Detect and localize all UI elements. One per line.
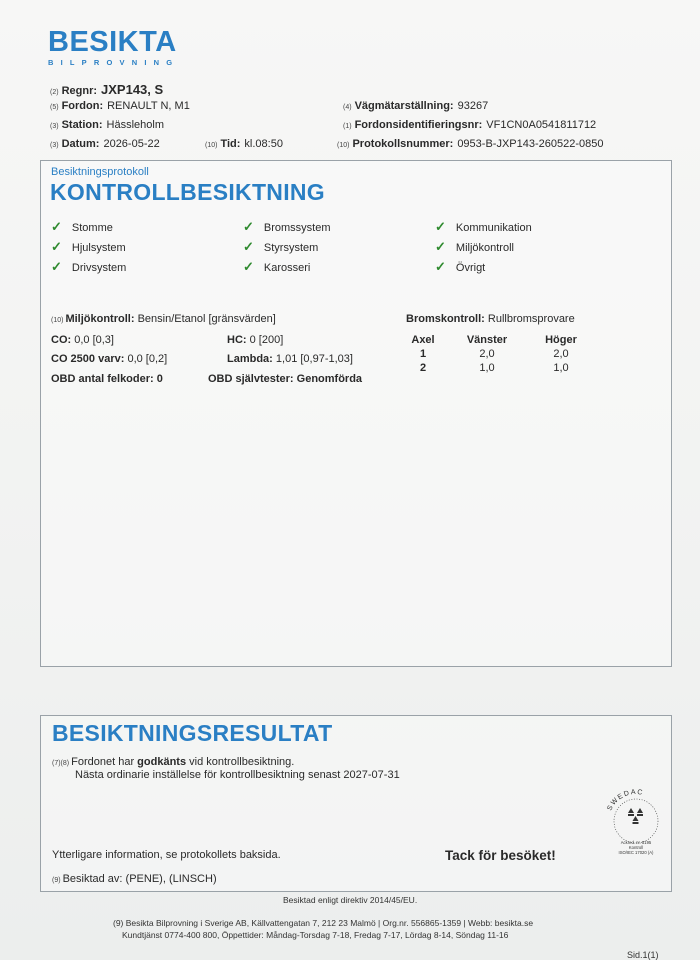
brake-cell: 2,0	[553, 348, 569, 360]
field-number: (1)	[343, 123, 352, 130]
brake-header-row	[396, 333, 598, 347]
station-label: Station:	[61, 119, 103, 131]
hc-label: HC:	[227, 334, 247, 346]
check-icon: ✓	[435, 219, 446, 234]
result-text: vid kontrollbesiktning.	[186, 756, 295, 768]
co-label: CO:	[51, 334, 72, 346]
check-label: Hjulsystem	[71, 242, 126, 254]
brake-cell: 1,0	[479, 362, 495, 374]
brake-header: Vänster	[466, 334, 508, 346]
field-number: (3)	[50, 123, 59, 130]
page-number: Sid.1(1)	[627, 950, 659, 960]
station-value: Hässleholm	[106, 119, 164, 131]
env-heading	[51, 313, 276, 325]
fordon-value: RENAULT N, M1	[107, 100, 190, 112]
check-item	[51, 239, 126, 255]
directive-text: Besiktad enligt direktiv 2014/45/EU.	[283, 895, 418, 905]
obd-codes-row	[51, 373, 163, 385]
thanks-text: Tack för besöket!	[445, 848, 556, 863]
obd-self-value: Genomförda	[296, 373, 363, 385]
brake-cell: 2	[419, 362, 427, 374]
lambda-label: Lambda:	[227, 353, 273, 365]
obd-codes-value: 0	[156, 373, 163, 385]
protocol-title: KONTROLLBESIKTNING	[50, 179, 325, 205]
field-number: (7)(8)	[52, 760, 70, 767]
check-item	[435, 259, 485, 275]
co2500-value: 0,0 [0,2]	[127, 353, 168, 365]
check-icon: ✓	[51, 239, 62, 254]
protokoll-value: 0953-B-JXP143-260522-0850	[457, 138, 604, 150]
check-item	[243, 239, 318, 255]
vin-value: VF1CN0A0541811712	[486, 119, 597, 131]
datum-label: Datum:	[61, 138, 100, 150]
field-number: (5)	[50, 104, 59, 111]
check-item	[435, 239, 514, 255]
obd-codes-label: OBD antal felkoder:	[51, 373, 154, 385]
fordon-row	[50, 100, 190, 112]
result-approved-word: godkänts	[137, 756, 187, 768]
bleed-through-text	[520, 30, 660, 60]
check-item	[435, 219, 532, 235]
vagmatar-row	[343, 100, 488, 112]
env-label: Miljökontroll:	[65, 313, 135, 325]
protocol-kicker: Besiktningsprotokoll	[51, 166, 149, 178]
brake-heading	[406, 313, 575, 325]
check-label: Miljökontroll	[455, 242, 514, 254]
regnr-value: JXP143, S	[101, 82, 164, 97]
vagmatar-value: 93267	[457, 100, 489, 112]
lambda-value: 1,01 [0,97-1,03]	[275, 353, 353, 365]
result-title: BESIKTNINGSRESULTAT	[52, 720, 333, 746]
protokoll-label: Protokollsnummer:	[352, 138, 454, 150]
vin-row	[343, 119, 596, 131]
co-row	[51, 334, 114, 346]
svg-text:Ackred. nr. 5195: Ackred. nr. 5195	[620, 840, 652, 845]
brake-label: Bromskontroll:	[406, 313, 485, 325]
station-row	[50, 119, 164, 131]
check-icon: ✓	[435, 239, 446, 254]
vin-label: Fordonsidentifieringsnr:	[354, 119, 483, 131]
brake-table	[396, 333, 598, 375]
brake-header: Höger	[545, 334, 577, 346]
hc-row	[227, 334, 283, 346]
vagmatar-label: Vägmätarställning:	[354, 100, 454, 112]
swedac-seal-icon	[601, 783, 671, 863]
brake-value: Rullbromsprovare	[487, 313, 575, 325]
customer-service-hours: Kundtjänst 0774-400 800, Öppettider: Måndag-Torsdag 7-18, Fredag 7-17, Lördag 8-14, Söndag 11-16	[122, 930, 509, 940]
check-icon: ✓	[243, 239, 254, 254]
check-icon: ✓	[51, 219, 62, 234]
swedac-seal	[601, 783, 671, 863]
svg-text:SWEDAC: SWEDAC	[606, 788, 645, 812]
check-icon: ✓	[51, 259, 62, 274]
brake-cell: 1,0	[553, 362, 569, 374]
tid-value: kl.08:50	[244, 138, 283, 150]
datum-value: 2026-05-22	[103, 138, 160, 150]
check-item	[243, 219, 331, 235]
check-icon: ✓	[243, 219, 254, 234]
inspected-label: Besiktad av:	[62, 873, 123, 885]
co2500-label: CO 2500 varv:	[51, 353, 125, 365]
lambda-row	[227, 353, 353, 365]
check-label: Bromssystem	[263, 222, 331, 234]
inspected-value: (PENE), (LINSCH)	[125, 873, 217, 885]
brake-cell: 2,0	[479, 348, 495, 360]
field-number: (9)	[52, 877, 61, 884]
protocol-box	[40, 160, 672, 667]
svg-text:Kontroll: Kontroll	[628, 845, 644, 850]
hc-value: 0 [200]	[249, 334, 284, 346]
brake-header: Axel	[411, 334, 435, 346]
result-approved-line	[52, 756, 294, 768]
besikta-logo	[48, 28, 179, 67]
obd-self-label: OBD självtester:	[208, 373, 294, 385]
tid-label: Tid:	[220, 138, 241, 150]
check-item	[51, 219, 113, 235]
field-number: (4)	[343, 104, 352, 111]
check-label: Övrigt	[455, 262, 486, 274]
field-number: (10)	[205, 142, 218, 149]
more-info-text: Ytterligare information, se protokollets baksida.	[52, 849, 281, 861]
company-info: (9) Besikta Bilprovning i Sverige AB, Källvattengatan 7, 212 23 Malmö | Org.nr. 556865-1359 | Webb: besikta.se	[113, 918, 534, 928]
regnr-label: Regnr:	[61, 85, 98, 97]
obd-self-row	[208, 373, 362, 385]
co-value: 0,0 [0,3]	[74, 334, 114, 346]
field-number: (2)	[50, 89, 59, 96]
check-label: Stomme	[71, 222, 113, 234]
next-inspection-line: Nästa ordinarie inställelse för kontrollbesiktning senast 2027-07-31	[75, 769, 400, 781]
logo-main-text: BESIKTA	[48, 26, 177, 58]
check-icon: ✓	[435, 259, 446, 274]
field-number: (10)	[337, 142, 350, 149]
result-text: Fordonet har	[71, 756, 138, 768]
tid-row	[205, 138, 283, 150]
svg-text:ISO/IEC 17020 (A): ISO/IEC 17020 (A)	[618, 850, 654, 855]
co2500-row	[51, 353, 167, 365]
check-label: Drivsystem	[71, 262, 127, 274]
check-icon: ✓	[243, 259, 254, 274]
check-item	[243, 259, 310, 275]
inspected-by-line	[52, 873, 217, 885]
logo-sub-text: BILPROVNING	[48, 58, 180, 67]
brake-cell: 1	[419, 348, 427, 360]
field-number: (3)	[50, 142, 59, 149]
field-number: (10)	[51, 317, 64, 324]
check-label: Styrsystem	[263, 242, 319, 254]
result-box	[40, 715, 672, 892]
regnr-row	[50, 82, 163, 97]
check-label: Karosseri	[263, 262, 311, 274]
brake-row	[396, 361, 598, 375]
check-label: Kommunikation	[455, 222, 532, 234]
fordon-label: Fordon:	[61, 100, 104, 112]
datum-row	[50, 138, 160, 150]
check-item	[51, 259, 126, 275]
protokoll-row	[337, 138, 603, 150]
env-value: Bensin/Etanol [gränsvärden]	[137, 313, 276, 325]
brake-row	[396, 347, 598, 361]
